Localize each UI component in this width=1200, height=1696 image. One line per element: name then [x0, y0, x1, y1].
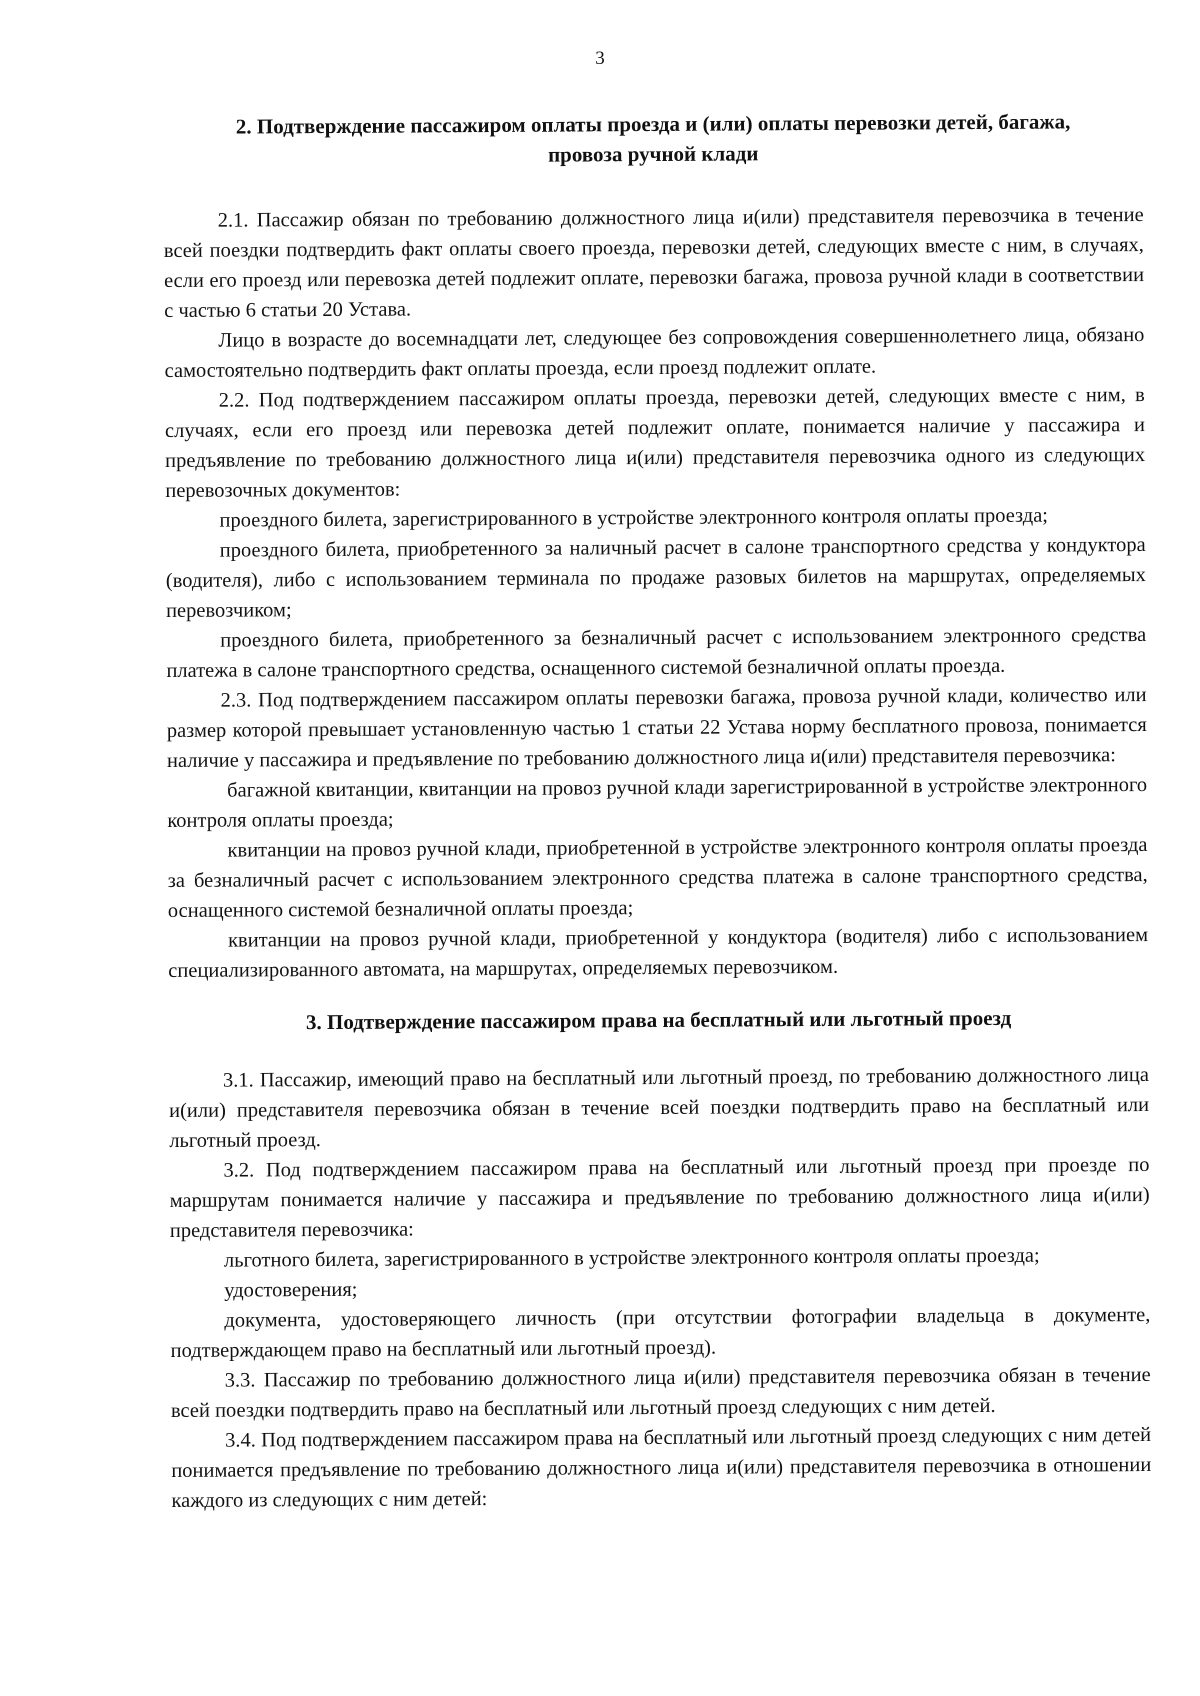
list-item-baggage-receipt: багажной квитанции, квитанции на провоз ручной клади зарегистрированной в устройстве электронного контроля оплаты проезда;: [167, 774, 1148, 832]
paragraph-2-2: 2.2. Под подтверждением пассажиром оплаты проезда, перевозки детей, следующих вместе с ним, в случаях, если его проезд или перевозка детей подлежит оплате, понимается наличие у пассажира и предъявление по требованию должностного лица и(или) представителя перевозчика одного из следующих перевозочных документов:: [164, 384, 1146, 502]
list-item-registered-ticket: проездного билета, зарегистрированного в устройстве электронного контроля оплаты проезда;: [219, 504, 1049, 532]
paragraph-2-1-minor: Лицо в возрасте до восемнадцати лет, следующее без сопровождения совершеннолетнего лица, обязано самостоятельно подтвердить факт оплаты проезда, если проезд подлежит оплате.: [164, 324, 1145, 382]
section-3-heading: 3. Подтверждение пассажиром права на бесплатный или льготный проезд: [305, 1005, 1012, 1035]
list-item-benefit-ticket: льготного билета, зарегистрированного в устройстве электронного контроля оплаты проезда;: [223, 1244, 1040, 1272]
page-number: 3: [595, 48, 605, 69]
paragraph-3-1: 3.1. Пассажир, имеющий право на бесплатный или льготный проезд, по требованию должностного лица и(или) представителя перевозчика обязан в течение всей поездки подтвердить право на бесплатный или льготный проезд.: [169, 1063, 1150, 1152]
section-2-heading: 2. Подтверждение пассажиром оплаты проезда и (или) оплаты перевозки детей, багажа, провоза ручной клади: [235, 109, 1071, 167]
paragraph-2-1: 2.1. Пассажир обязан по требованию должностного лица и(или) представителя перевозчика в течение всей поездки подтвердить факт оплаты своего проезда, перевозки детей, следующих вместе с ним, в случаях, если его проезд или перевозка детей подлежит оплате, перевозки багажа, провоза ручной клади в соответствии с частью 6 статьи 20 Устава.: [163, 204, 1145, 322]
list-item-hand-luggage-conductor: квитанции на провоз ручной клади, приобретенной у кондуктора (водителя) либо с использованием специализированного автомата, на маршрутах, определяемых перевозчиком.: [168, 923, 1149, 982]
document-body: [163, 106, 1152, 1516]
list-item-identity-document: документа, удостоверяющего личность (при отсутствии фотографии владельца в документе, подтверждающем право на бесплатный или льготный проезд).: [170, 1303, 1151, 1362]
paragraph-3-2: 3.2. Под подтверждением пассажиром права на бесплатный или льготный проезд при проезде по маршрутам понимается наличие у пассажира и предъявление по требованию должностного лица и(или) представителя перевозчика:: [169, 1153, 1150, 1242]
list-item-cashless-ticket: проездного билета, приобретенного за безналичный расчет с использованием электронного средства платежа в салоне транспортного средства, оснащенного системой безналичной оплаты проезда.: [166, 624, 1147, 682]
list-item-hand-luggage-cashless: квитанции на провоз ручной клади, приобретенной в устройстве электронного контроля оплаты проезда за безналичный расчет с использованием электронного средства платежа в салоне транспортного средства, оснащенного системой безналичной оплаты проезда;: [167, 834, 1148, 922]
list-item-certificate: удостоверения;: [224, 1278, 358, 1302]
paragraph-3-4: 3.4. Под подтверждением пассажиром права на бесплатный или льготный проезд следующих с ним детей понимается предъявление по требованию должностного лица и(или) представителя перевозчика в отношении каждого из следующих с ним детей:: [171, 1423, 1152, 1512]
paragraph-3-3: 3.3. Пассажир по требованию должностного лица и(или) представителя перевозчика обязан в течение всей поездки подтвердить право на бесплатный или льготный проезд следующих с ним детей.: [170, 1363, 1151, 1422]
list-item-cash-ticket: проездного билета, приобретенного за наличный расчет в салоне транспортного средства у кондуктора (водителя), либо с использованием терминала по продаже разовых билетов на маршрутах, определяемых перевозчиком;: [165, 534, 1146, 622]
paragraph-2-3: 2.3. Под подтверждением пассажиром оплаты перевозки багажа, провоза ручной клади, количество или размер которой превышает установленную частью 1 статьи 22 Устава норму бесплатного провоза, понимается наличие у пассажира и предъявление по требованию должностного лица и(или) представителя перевозчика:: [166, 684, 1147, 772]
